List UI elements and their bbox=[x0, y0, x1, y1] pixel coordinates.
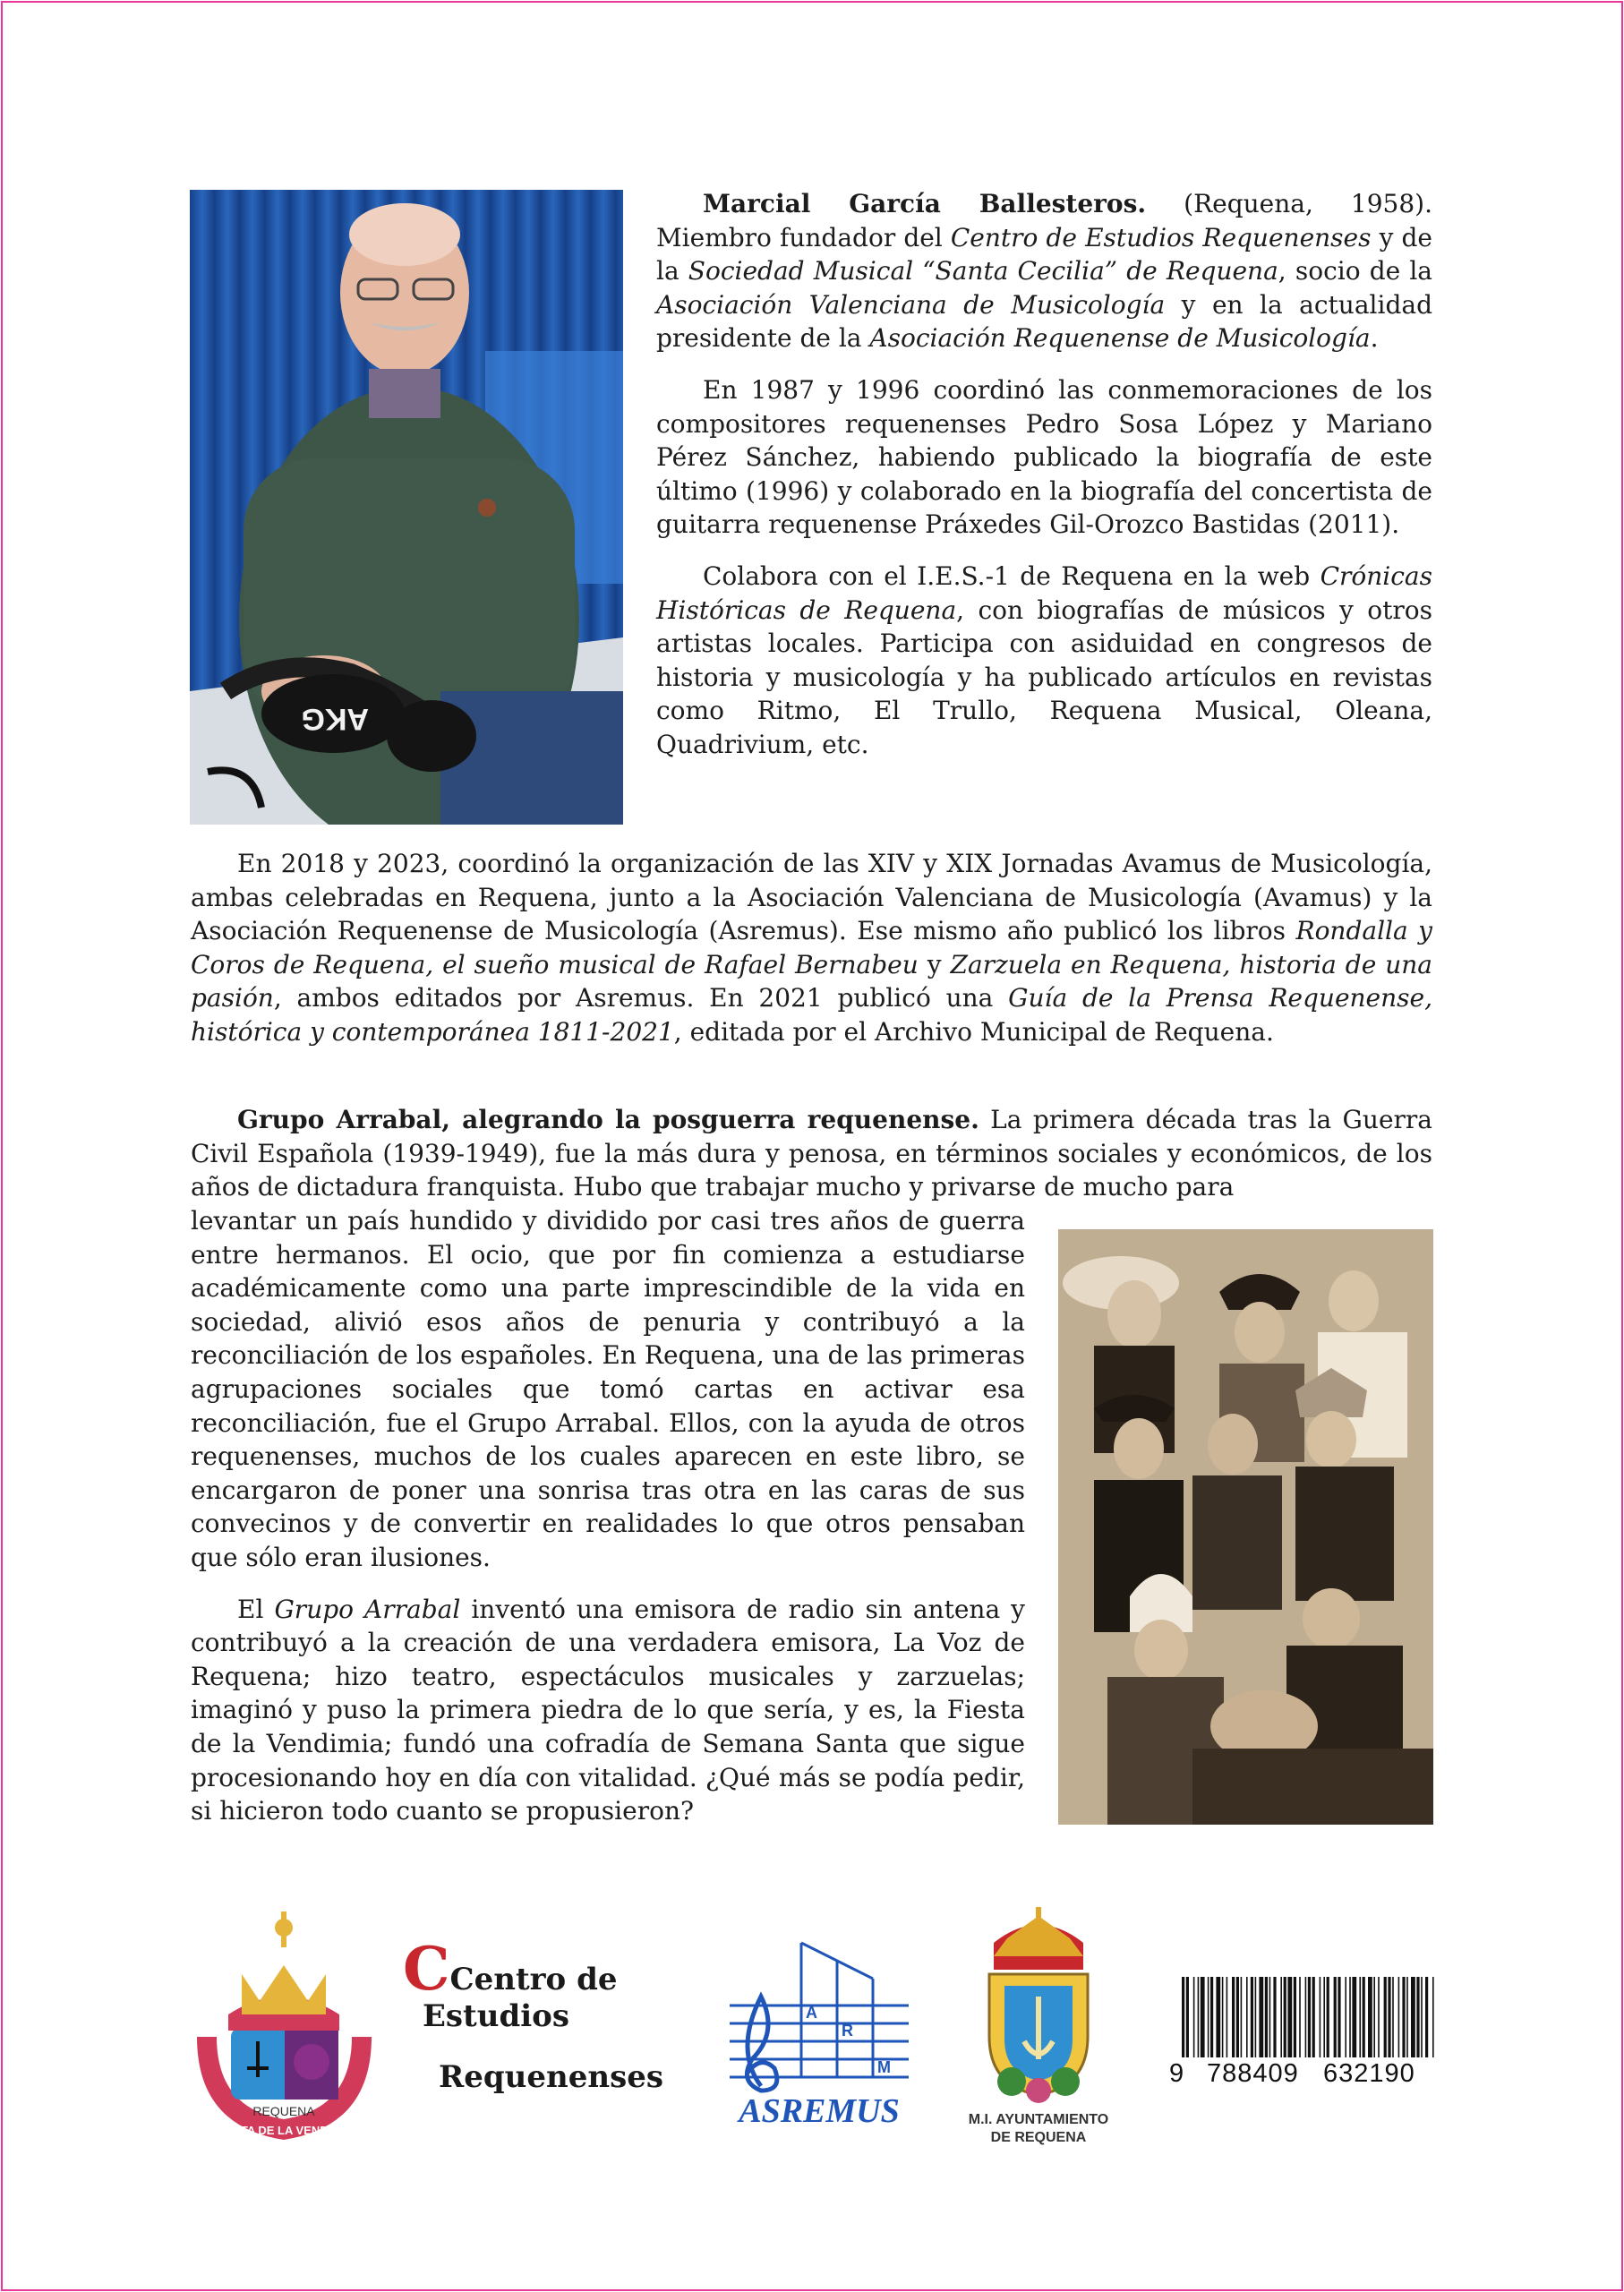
svg-text:A: A bbox=[806, 2004, 817, 2022]
barcode-bar bbox=[1246, 1977, 1248, 2057]
barcode-bar bbox=[1241, 1977, 1243, 2057]
barcode-bar bbox=[1259, 1977, 1263, 2057]
author-name: Marcial García Ballesteros. bbox=[703, 189, 1147, 218]
barcode-digit-first: 9 bbox=[1169, 2059, 1185, 2088]
cer-logo: CCentro de Estudios Requenenses bbox=[403, 1934, 663, 2095]
barcode-bar bbox=[1216, 1977, 1220, 2057]
barcode-bar bbox=[1359, 1977, 1361, 2057]
barcode-bar bbox=[1425, 1977, 1428, 2057]
barcode-bar bbox=[1388, 1977, 1390, 2057]
cer-line-1: Centro de bbox=[449, 1962, 618, 1997]
barcode-bar bbox=[1312, 1977, 1315, 2057]
fiesta-vendimia-logo bbox=[188, 1911, 380, 2144]
barcode-bar bbox=[1236, 1977, 1239, 2057]
svg-text:M: M bbox=[877, 2058, 891, 2076]
barcode-bar bbox=[1323, 1977, 1325, 2057]
barcode-bar bbox=[1406, 1977, 1408, 2057]
synopsis-heading: Grupo Arrabal, alegrando la posguerra requenense. bbox=[237, 1105, 979, 1134]
barcode-bar bbox=[1284, 1977, 1286, 2057]
cer-line-2: Estudios bbox=[423, 1998, 569, 2034]
barcode-bar bbox=[1320, 1977, 1321, 2057]
barcode-bar bbox=[1398, 1977, 1400, 2057]
barcode-bar bbox=[1373, 1977, 1375, 2057]
barcode-bar bbox=[1280, 1977, 1282, 2057]
barcode-bar bbox=[1255, 1977, 1257, 2057]
barcode-bar bbox=[1186, 1977, 1189, 2057]
barcode-bar bbox=[1378, 1977, 1380, 2057]
svg-text:REQUENA: REQUENA bbox=[252, 2104, 315, 2118]
author-photo bbox=[190, 190, 623, 825]
barcode-bar bbox=[1363, 1977, 1365, 2057]
barcode-bar bbox=[1232, 1977, 1235, 2057]
barcode-bar bbox=[1210, 1977, 1213, 2057]
svg-text:ASREMUS: ASREMUS bbox=[739, 2092, 900, 2130]
bio-paragraph-2: En 1987 y 1996 coordinó las conmemoraciones de los compositores requenenses Pedro Sosa López y Mariano Pérez Sánchez, habiendo publicado la biografía de este último (1996) y colaborado en la biografía del concertista de guitarra requenense Práxedes Gil-Orozco Bastidas (2011). bbox=[656, 374, 1432, 540]
barcode-bar bbox=[1368, 1977, 1372, 2057]
barcode-bar bbox=[1338, 1977, 1340, 2057]
author-bio: Marcial García Ballesteros. (Requena, 1958). Miembro fundador del Centro de Estudios Requenenses y de la Sociedad Musical “Santa Cecilia” de Requena, socio de la Asociación Valenciana de Musicología y en la actualidad presidente de la Asociación Requenense de Musicología. En 1987 y 1996 coordinó las conmemoraciones de los compositores requenenses Pedro Sosa López y Mariano Pérez Sánchez, habiendo publicado la biografía de este último (1996) y colaborado en la biografía del concertista de guitarra requenense Práxedes Gil-Orozco Bastidas (2011). Colabora con el I.E.S.-1 de Requena en la web Crónicas Históricas de Requena, con biografías de músicos y otros artistas locales. Participa con asiduidad en congresos de historia y musicología y ha publicado artículos en revistas como Ritmo, El Trullo, Requena Musical, Oleana, Quadrivium, etc. bbox=[656, 189, 1432, 759]
ayuntamiento-logo bbox=[958, 1907, 1119, 2153]
barcode-bar bbox=[1345, 1977, 1346, 2057]
barcode-bar bbox=[1208, 1977, 1209, 2057]
barcode-bar bbox=[1411, 1977, 1415, 2057]
ayto-line-1: M.I. AYUNTAMIENTO bbox=[968, 2112, 1109, 2127]
barcode-bar bbox=[1334, 1977, 1337, 2057]
barcode-bar bbox=[1402, 1977, 1405, 2057]
barcode-bar bbox=[1251, 1977, 1253, 2057]
barcode-bar bbox=[1269, 1977, 1271, 2057]
bio-paragraph-4: En 2018 y 2023, coordinó la organización de las XIV y XIX Jornadas Avamus de Musicología, ambas celebradas en Requena, junto a la Asociación Valenciana de Musicología (Avamus) y la Asociación Requenense de Musicología (Asremus). Ese mismo año publicó los libros Rondalla y Coros de Requena, el sueño musical de Rafael Bernabeu y Zarzuela en Requena, historia de una pasión, ambos editados por Asremus. En 2021 publicó una Guía de la Prensa Requenense, histórica y contemporánea 1811-2021, editada por el Archivo Municipal de Requena. bbox=[191, 849, 1432, 1047]
barcode-bar bbox=[1349, 1977, 1351, 2057]
grupo-arrabal-photo bbox=[1058, 1229, 1433, 1825]
barcode-bar bbox=[1352, 1977, 1356, 2057]
barcode-bar bbox=[1227, 1977, 1228, 2057]
ayto-line-2: DE REQUENA bbox=[990, 2130, 1087, 2145]
barcode-bar bbox=[1308, 1977, 1311, 2057]
barcode-bar bbox=[1198, 1977, 1200, 2057]
svg-text:R: R bbox=[842, 2022, 853, 2040]
barcode-bar bbox=[1392, 1977, 1394, 2057]
barcode-bar bbox=[1299, 1977, 1301, 2057]
barcode-bar bbox=[1384, 1977, 1387, 2057]
barcode-bar bbox=[1421, 1977, 1423, 2057]
barcode-bar bbox=[1273, 1977, 1276, 2057]
barcode-bar bbox=[1327, 1977, 1329, 2057]
barcode-bar bbox=[1265, 1977, 1268, 2057]
barcode-bar bbox=[1432, 1977, 1434, 2057]
asremus-logo bbox=[712, 1925, 927, 2131]
svg-text:FIESTA DE LA VENDIMIA: FIESTA DE LA VENDIMIA bbox=[214, 2124, 354, 2137]
barcode-bar bbox=[1416, 1977, 1419, 2057]
barcode-bar bbox=[1182, 1977, 1184, 2057]
barcode-group-1: 788409 bbox=[1207, 2059, 1299, 2088]
synopsis-intro: Grupo Arrabal, alegrando la posguerra requenense. La primera década tras la Guerra Civil Española (1939-1949), fue la más dura y penosa, en términos sociales y económicos, de los años de dictadura franquista. Hubo que trabajar mucho y privarse de mucho para bbox=[191, 1105, 1432, 1202]
headphones-brand: AKG bbox=[301, 702, 369, 736]
barcode-bar bbox=[1287, 1977, 1292, 2057]
barcode-group-2: 632190 bbox=[1323, 2059, 1415, 2088]
barcode-bar bbox=[1294, 1977, 1296, 2057]
barcode-bar bbox=[1193, 1977, 1195, 2057]
barcode-bar bbox=[1222, 1977, 1224, 2057]
barcode-bar bbox=[1305, 1977, 1307, 2057]
barcode-bar bbox=[1201, 1977, 1205, 2057]
synopsis-body: levantar un país hundido y dividido por casi tres años de guerra entre hermanos. El ocio, que por fin comienza a estudiarse académicamente como una parte imprescindible de la vida en sociedad, alivió esos años de penuria y contribuyó a la reconciliación de los españoles. En Requena, una de las primeras agrupaciones sociales que tomó cartas en activar esa reconciliación, fue el Grupo Arrabal. Ellos, con la ayuda de otros requenenses, muchos de los cuales aparecen en este libro, se encargaron de poner una sonrisa tras otra en las caras de sus convecinos y de convertir en realidades lo que otros pensaban que sólo eran ilusiones. El Grupo Arrabal inventó una emisora de radio sin antena y contribuyó a la creación de una verdadera emisora, La Voz de Requena; hizo teatro, espectáculos musicales y zarzuelas; imaginó y puso la primera piedra de lo que sería, y es, la Fiesta de la Vendimia; fundó una cofradía de Semana Santa que sigue procesionando hoy en día con vitalidad. ¿Qué más se podía pedir, si hicieron todo cuanto se propusieron? bbox=[191, 1206, 1025, 1826]
isbn-barcode bbox=[1169, 1977, 1435, 2089]
cer-line-3: Requenenses bbox=[439, 2059, 663, 2095]
